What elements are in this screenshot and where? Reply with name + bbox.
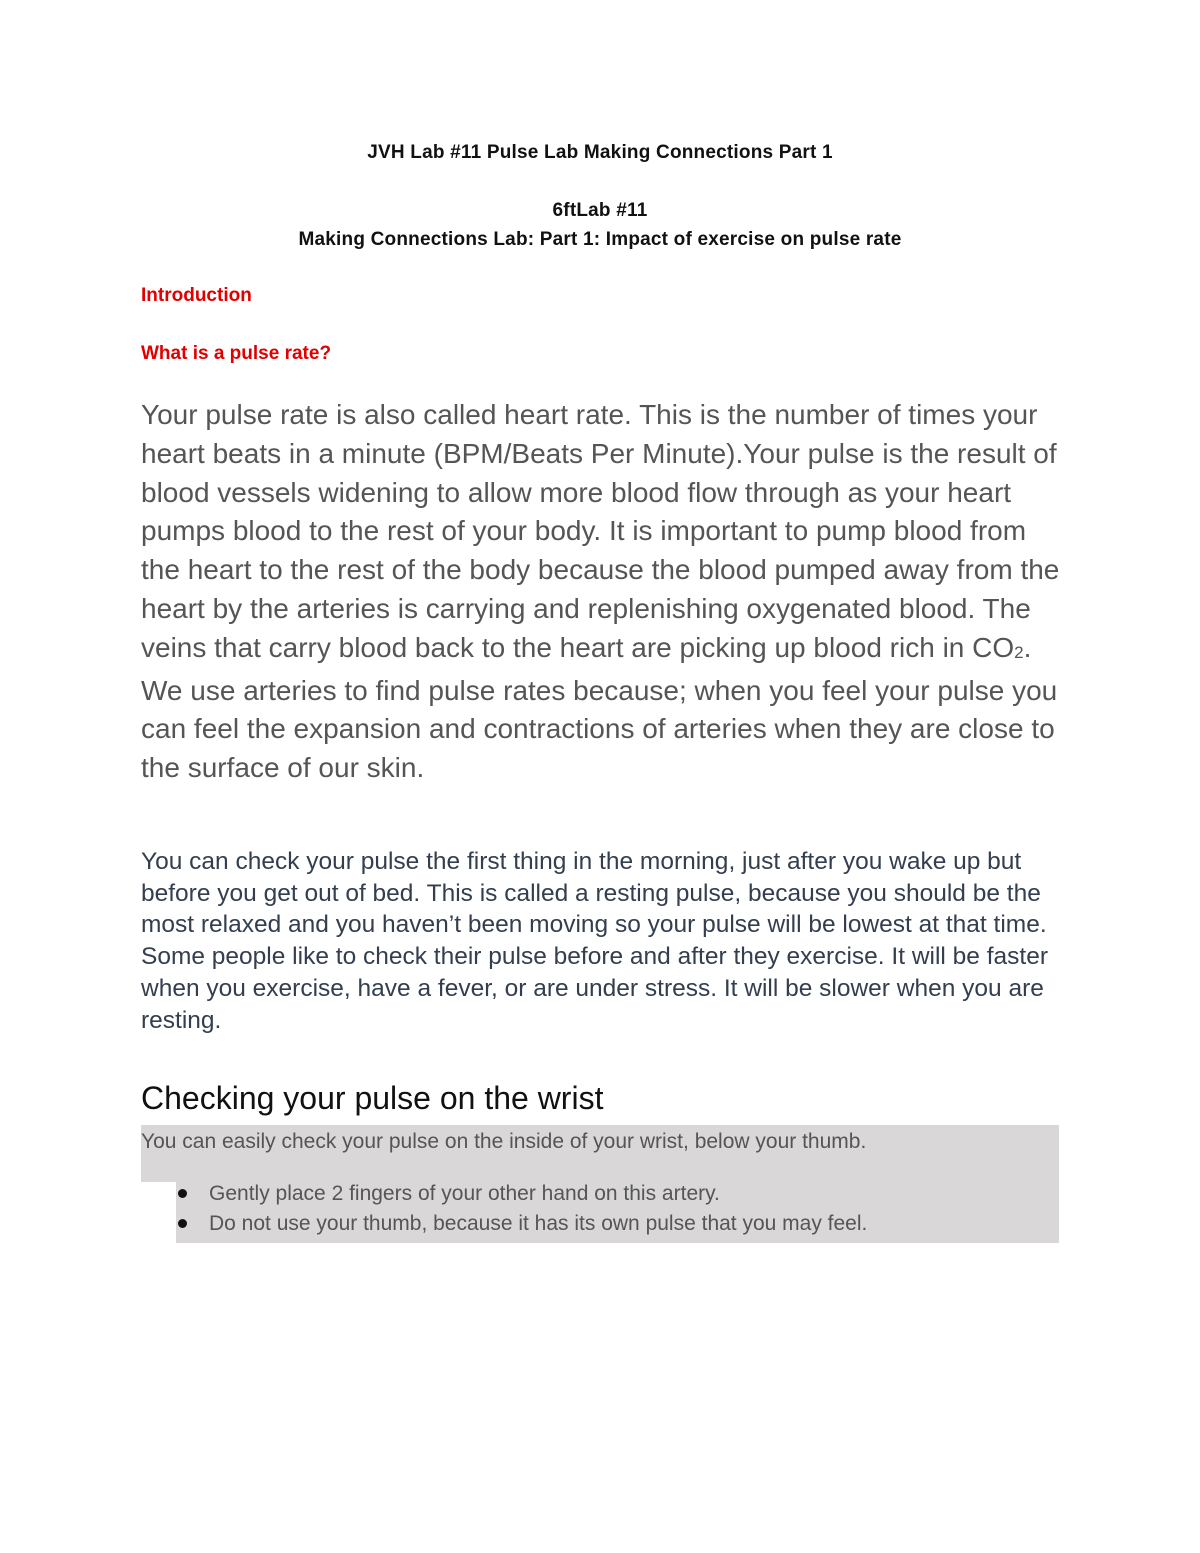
paragraph-text-part-2: . We use arteries to find pulse rates because; when you feel your pulse you can feel the expansion and contractions of arteries when they are close to the surface of our skin. <box>141 631 1058 784</box>
bullet-dot-icon <box>178 1189 187 1198</box>
subscript-two: 2 <box>1014 642 1024 662</box>
bullet-list <box>176 1182 1059 1243</box>
list-item <box>176 1182 720 1206</box>
bullet-text: Gently place 2 fingers of your other hand on this artery. <box>209 1182 720 1205</box>
paragraph-text-part-1: Your pulse rate is also called heart rate. This is the number of times your heart beats in a minute (BPM/Beats Per Minute).Your pulse is the result of blood vessels widening to allow more blood flow through as your heart pumps blood to the rest of your body. It is important to pump blood from the heart to the rest of the body because the blood pumped away from the heart by the arteries is carrying and replenishing oxygenated blood. The veins that carry blood back to the heart are picking up blood rich in CO <box>141 399 1060 663</box>
lab-number: 6ftLab #11 <box>552 200 648 221</box>
wrist-intro-sentence: You can easily check your pulse on the inside of your wrist, below your thumb. <box>141 1130 867 1153</box>
introduction-heading: Introduction <box>141 285 252 306</box>
bullet-text: Do not use your thumb, because it has its own pulse that you may feel. <box>209 1212 868 1235</box>
question-heading: What is a pulse rate? <box>141 343 332 364</box>
resting-pulse-paragraph: You can check your pulse the first thing in the morning, just after you wake up but before you get out of bed. This is called a resting pulse, because you should be the most relaxed and you haven’t been moving so your pulse will be lowest at that time. Some people like to check their pulse before and after they exercise. It will be faster when you exercise, have a fever, or are under stress. It will be slower when you are resting. <box>141 848 1048 1034</box>
document-title: JVH Lab #11 Pulse Lab Making Connections Part 1 <box>367 142 833 163</box>
lab-subtitle: Making Connections Lab: Part 1: Impact of exercise on pulse rate <box>298 229 902 250</box>
bullet-dot-icon <box>178 1219 187 1228</box>
pulse-rate-paragraph <box>141 396 1071 788</box>
highlighted-instructions <box>141 1125 1059 1243</box>
highlight-band-top <box>141 1125 1059 1182</box>
wrist-section-heading: Checking your pulse on the wrist <box>141 1080 604 1116</box>
list-item <box>176 1212 867 1236</box>
